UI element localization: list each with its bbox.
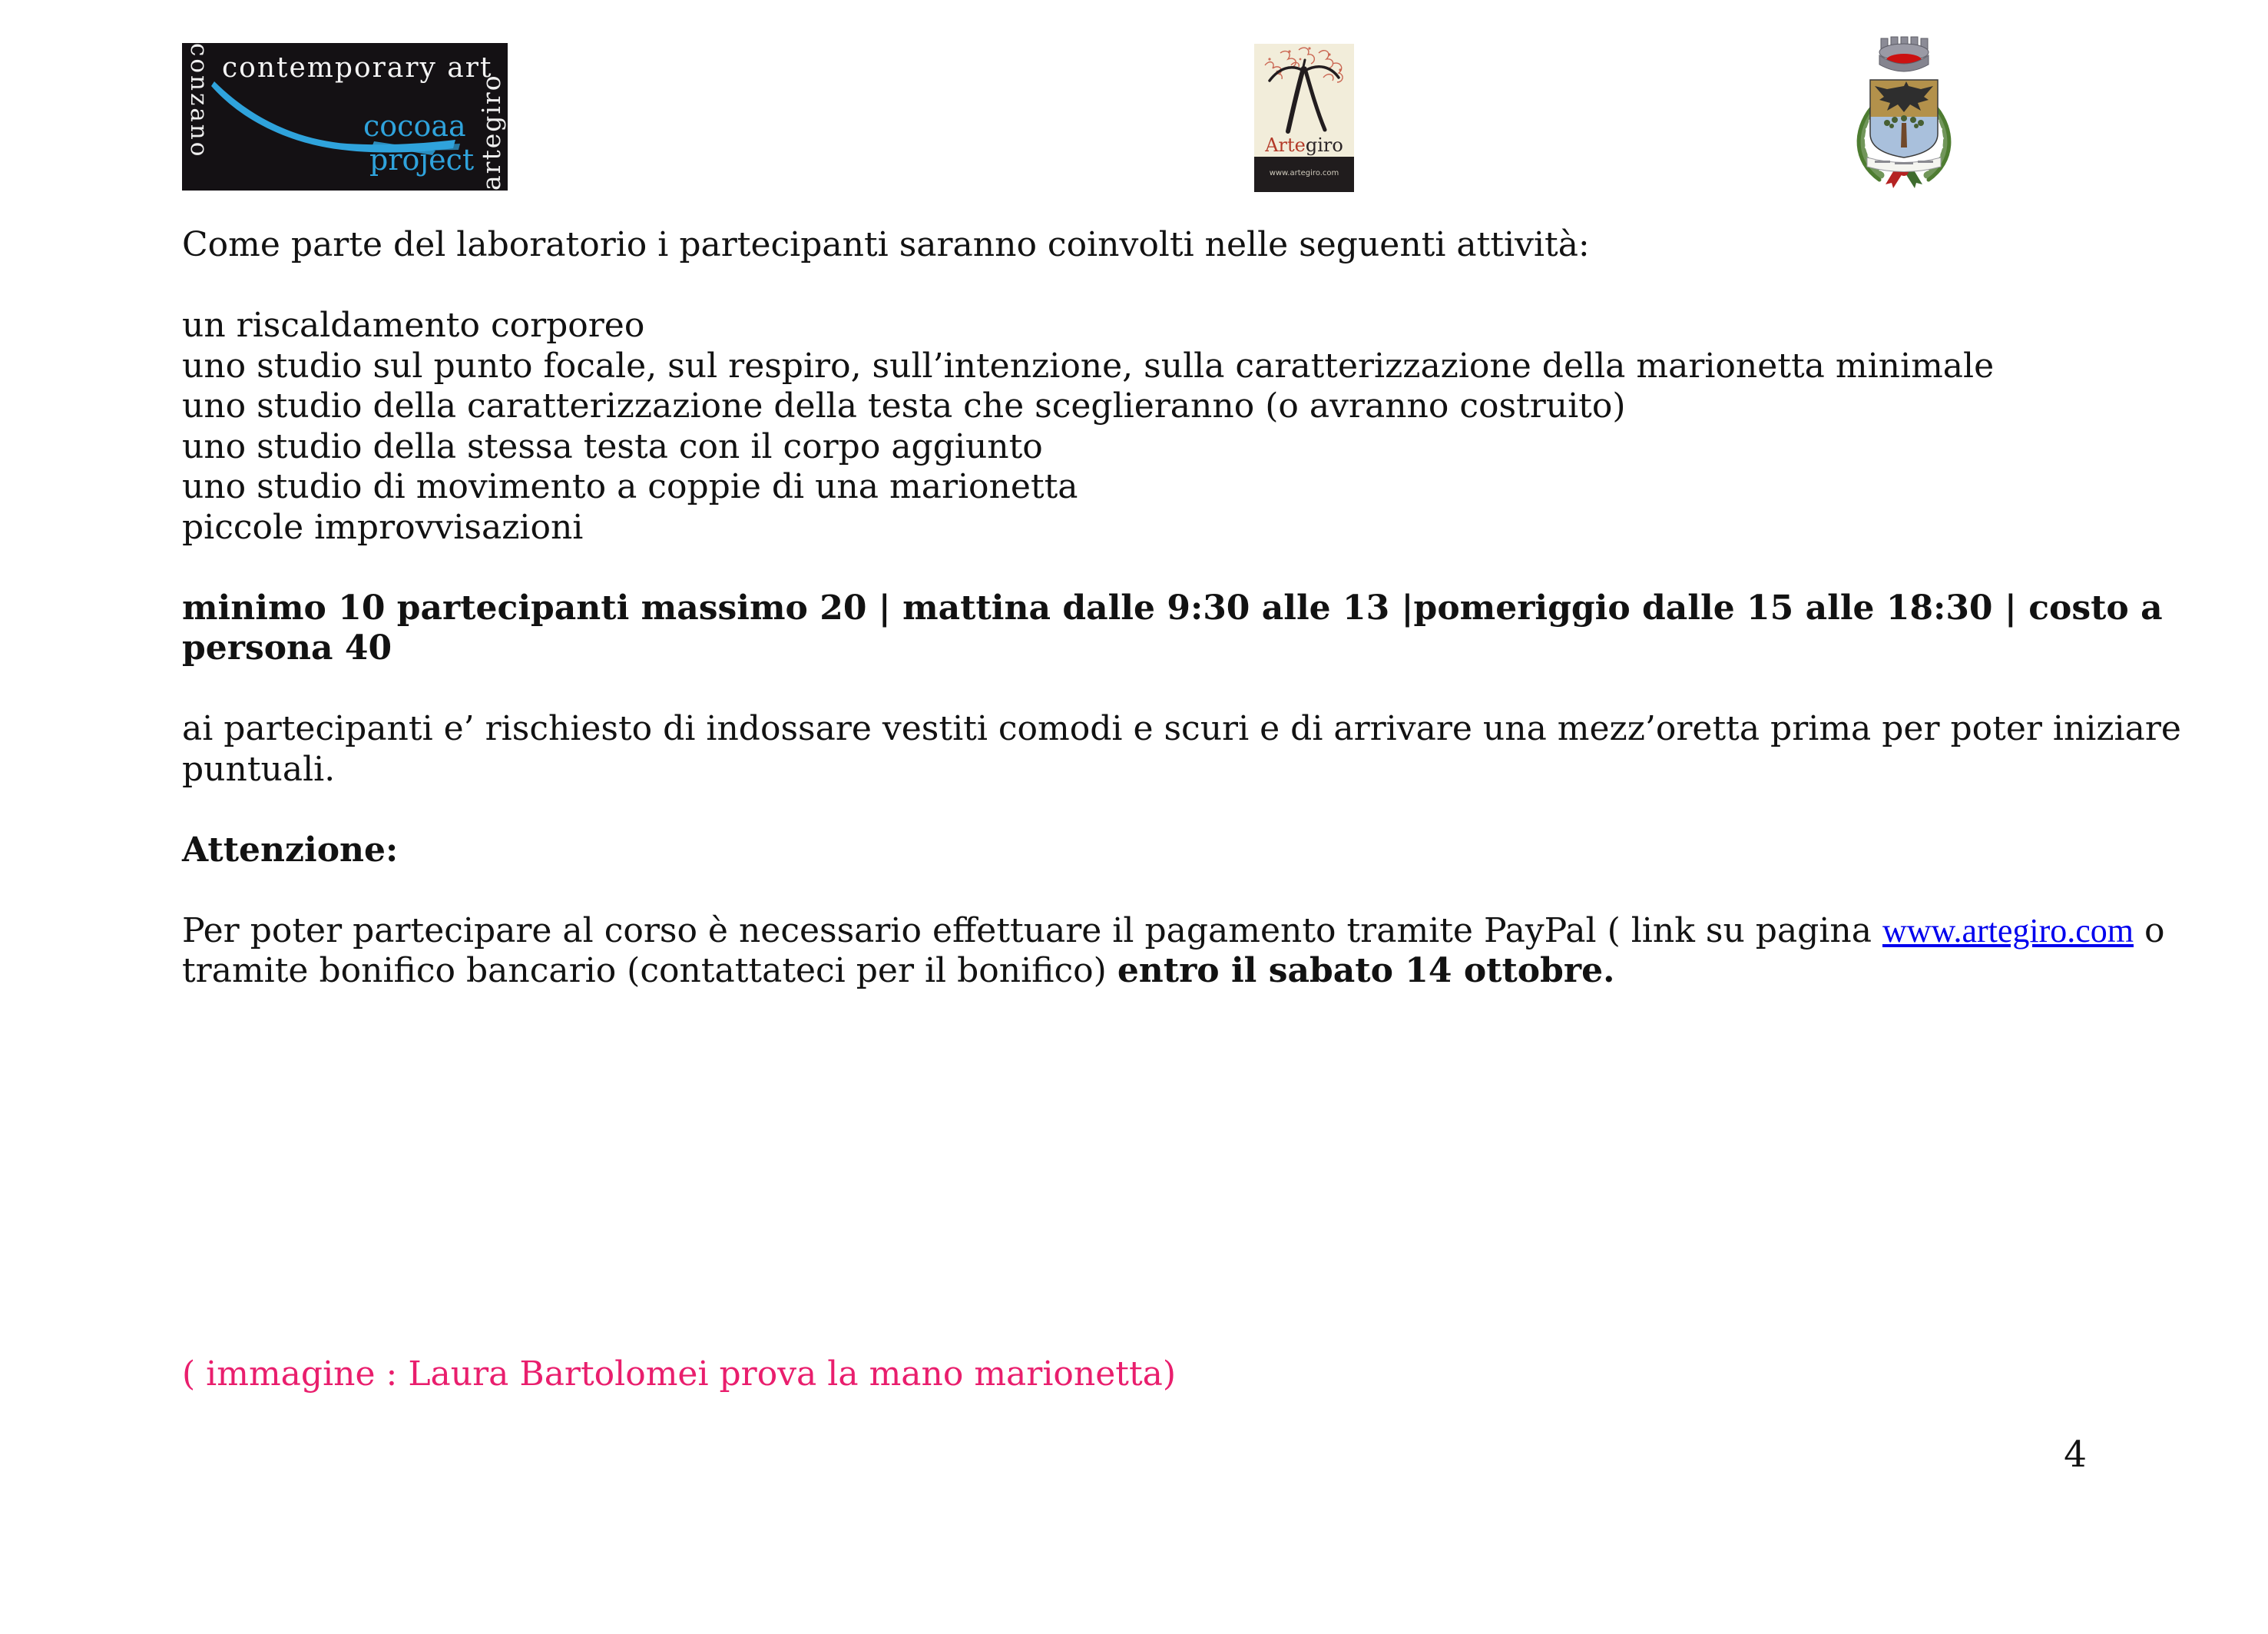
blank-line <box>182 1193 2087 1234</box>
artegiro-wordmark-giro: giro <box>1305 134 1343 156</box>
artegiro-logo <box>1254 44 1354 192</box>
project-label: project <box>369 143 475 177</box>
blank-line <box>182 1395 2087 1436</box>
contemporary-art-label: contemporary art <box>222 52 493 84</box>
activity-item: uno studio della caratterizzazione della testa che sceglieranno (o avranno costruito) <box>182 386 1626 426</box>
dress-code-line2: puntuali. <box>182 749 336 789</box>
blank-line <box>182 1072 2087 1113</box>
activity-item: piccole improvvisazioni <box>182 507 584 547</box>
blank-line <box>182 790 2087 830</box>
municipal-crest <box>1847 32 1961 190</box>
artegiro-wordmark <box>1254 134 1354 156</box>
payment-deadline: entro il sabato 14 ottobre. <box>1117 951 1615 990</box>
schedule-info-line1: minimo 10 partecipanti massimo 20 | mattina dalle 9:30 alle 13 |pomeriggio dalle 15 alle 18:30 | costo a <box>182 588 2163 628</box>
dress-code-line1: ai partecipanti e’ rischiesto di indossare vestiti comodi e scuri e di arrivare una mezz’oretta prima per poter iniziare <box>182 709 2181 748</box>
artegiro-vertical-label: artegiro <box>476 74 506 191</box>
blank-line <box>182 669 2087 710</box>
blank-line <box>182 1153 2087 1194</box>
blank-line <box>182 1274 2087 1314</box>
conzano-vertical-label: conzano <box>185 43 213 159</box>
artegiro-logo-footer <box>1254 157 1354 192</box>
artegiro-website-link[interactable]: www.artegiro.com <box>1882 911 2134 950</box>
schedule-info-line2: persona 40 <box>182 628 392 668</box>
attention-heading: Attenzione: <box>182 830 399 870</box>
blank-line <box>182 1234 2087 1274</box>
activity-item: uno studio sul punto focale, sul respiro, sull’intenzione, sulla caratterizzazione della marionetta minimale <box>182 346 1995 386</box>
page-number: 4 <box>2064 1433 2087 1476</box>
blank-line <box>182 870 2087 911</box>
blank-line <box>182 1314 2087 1355</box>
activity-item: uno studio della stessa testa con il corpo aggiunto <box>182 426 1043 466</box>
blank-line <box>182 548 2087 588</box>
blank-line <box>182 266 2087 307</box>
blank-line <box>182 992 2087 1032</box>
blank-line <box>182 1112 2087 1153</box>
payment-line2-text: tramite bonifico bancario (contattateci per il bonifico) <box>182 951 1117 990</box>
cocoaa-project-logo <box>182 43 508 191</box>
document-body <box>182 225 2181 1476</box>
payment-line1 <box>182 910 2165 952</box>
payment-line1-tail: o <box>2134 910 2165 950</box>
payment-line1-text: Per poter partecipare al corso è necessario effettuare il pagamento tramite PayPal ( link su pagina <box>182 910 1882 950</box>
activity-item: uno studio di movimento a coppie di una marionetta <box>182 467 1078 506</box>
cocoaa-label: cocoaa <box>363 109 466 143</box>
image-caption: ( immagine : Laura Bartolomei prova la mano marionetta) <box>182 1354 1177 1394</box>
intro-paragraph: Come parte del laboratorio i partecipanti saranno coinvolti nelle seguenti attività: <box>182 225 1590 264</box>
artegiro-url-label: www.artegiro.com <box>1269 169 1339 177</box>
blank-line <box>182 1032 2087 1072</box>
activity-item: un riscaldamento corporeo <box>182 306 645 345</box>
payment-line2 <box>182 951 2087 992</box>
artegiro-wordmark-arte: Arte <box>1265 134 1306 156</box>
